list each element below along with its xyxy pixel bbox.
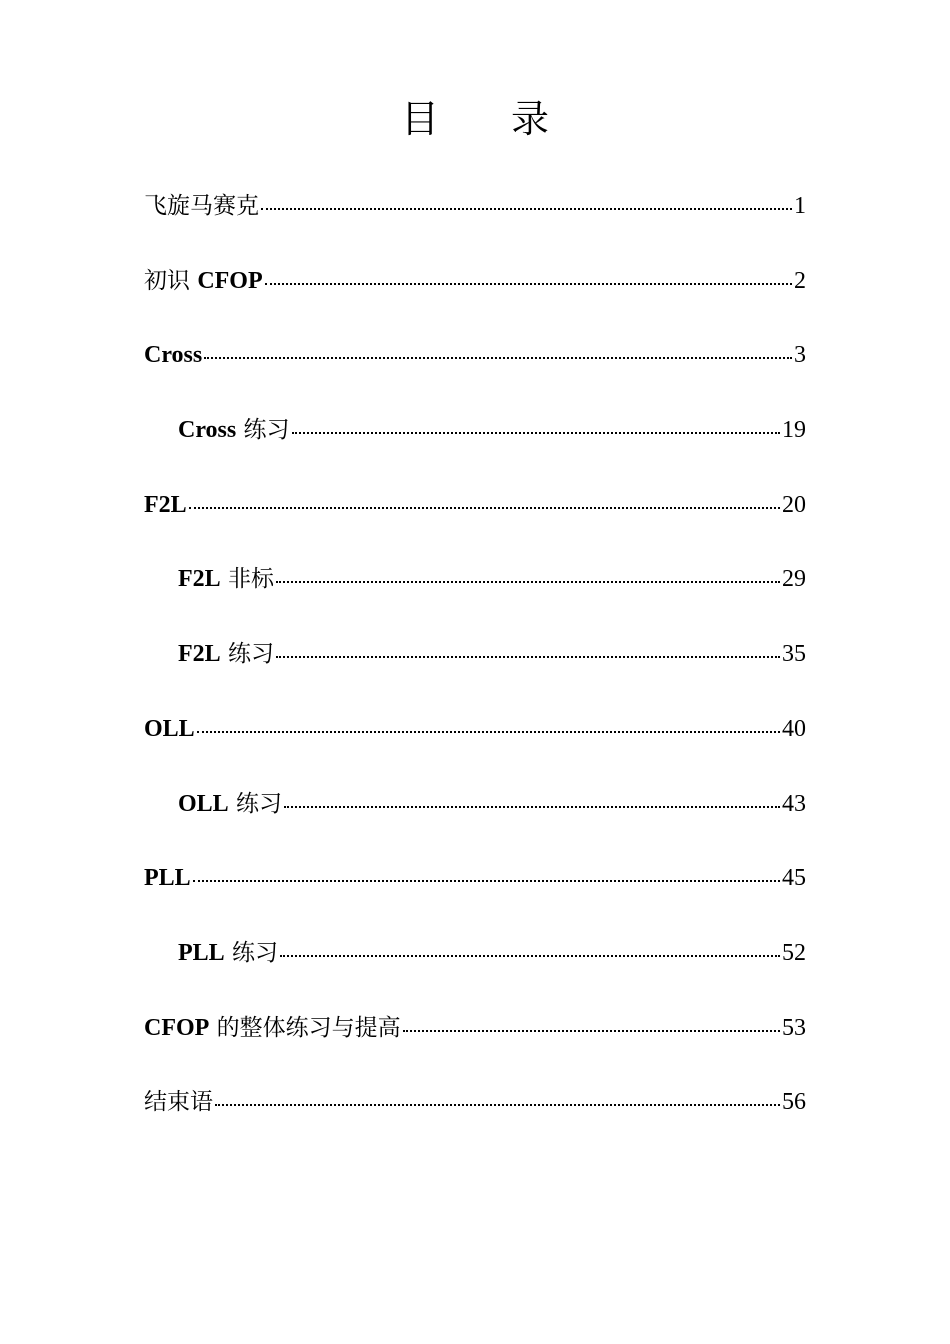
toc-entry-page-number: 52 bbox=[782, 939, 806, 966]
toc-entry[interactable] bbox=[144, 335, 806, 410]
toc-title: 目 录 bbox=[400, 97, 580, 141]
toc-entry-title-latin: OLL bbox=[144, 715, 195, 742]
toc-entry-title-latin: Cross bbox=[178, 417, 237, 444]
toc-entry-title-cjk: 的整体练习与提高 bbox=[209, 1014, 401, 1041]
toc-entry-title bbox=[144, 186, 259, 226]
toc-dot-leader bbox=[292, 413, 780, 437]
toc-entry-title bbox=[144, 709, 195, 749]
toc-entry[interactable] bbox=[144, 559, 806, 634]
toc-entry-title bbox=[178, 634, 274, 674]
toc-entry[interactable] bbox=[144, 858, 806, 933]
toc-dot-leader bbox=[276, 562, 780, 586]
toc-entry-page-number: 56 bbox=[782, 1089, 806, 1116]
toc-entry[interactable] bbox=[144, 784, 806, 859]
toc-entry-page-number: 20 bbox=[782, 491, 806, 518]
toc-entry-title bbox=[144, 1008, 401, 1048]
toc-entry-page-number: 43 bbox=[782, 790, 806, 817]
toc-entry-page-number: 19 bbox=[782, 417, 806, 444]
toc-entry-title-cjk: 练习 bbox=[224, 939, 278, 966]
toc-dot-leader bbox=[197, 712, 780, 736]
toc-dot-leader bbox=[189, 488, 780, 512]
toc-entry-title bbox=[178, 784, 282, 824]
toc-entry-title bbox=[144, 485, 187, 525]
toc-dot-leader bbox=[215, 1085, 780, 1109]
toc-entry-page-number: 45 bbox=[782, 865, 806, 892]
toc-entry-title-cjk: 练习 bbox=[220, 641, 274, 668]
toc-entry-title-latin: CFOP bbox=[144, 1014, 210, 1041]
toc-entry-title-latin: PLL bbox=[144, 865, 191, 892]
toc-entry-title-cjk: 结束语 bbox=[144, 1089, 213, 1116]
toc-entry[interactable] bbox=[144, 634, 806, 709]
toc-list bbox=[144, 186, 806, 1157]
toc-entry-page-number: 35 bbox=[782, 641, 806, 668]
toc-entry-page-number: 2 bbox=[794, 267, 806, 294]
toc-entry-title-cjk: 非标 bbox=[220, 566, 274, 593]
toc-entry-title bbox=[144, 261, 263, 301]
toc-entry-title-latin: F2L bbox=[178, 566, 221, 593]
toc-entry-page-number: 3 bbox=[794, 342, 806, 369]
toc-entry-page-number: 1 bbox=[794, 193, 806, 219]
toc-entry-title bbox=[178, 559, 274, 599]
toc-entry-title-cjk: 飞旋马赛克 bbox=[144, 193, 259, 219]
toc-entry-title bbox=[144, 1082, 213, 1122]
toc-entry-page-number: 40 bbox=[782, 715, 806, 742]
toc-entry-title-latin: Cross bbox=[144, 342, 203, 369]
toc-dot-leader bbox=[276, 637, 780, 661]
toc-entry-title-cjk: 练习 bbox=[228, 790, 282, 817]
toc-entry[interactable] bbox=[144, 709, 806, 784]
toc-entry-title bbox=[178, 933, 278, 973]
toc-entry-title-latin: F2L bbox=[144, 491, 187, 518]
toc-entry[interactable] bbox=[144, 1082, 806, 1157]
toc-dot-leader bbox=[265, 264, 792, 288]
toc-entry[interactable] bbox=[144, 1008, 806, 1083]
toc-entry-title bbox=[144, 335, 202, 375]
toc-entry-title-cjk: 初识 bbox=[144, 267, 198, 294]
toc-entry[interactable] bbox=[144, 261, 806, 336]
toc-dot-leader bbox=[204, 338, 792, 362]
toc-dot-leader bbox=[193, 861, 780, 885]
toc-dot-leader bbox=[280, 936, 780, 960]
toc-entry-title-cjk: 练习 bbox=[236, 417, 290, 444]
toc-dot-leader bbox=[403, 1011, 780, 1035]
toc-dot-leader bbox=[284, 787, 780, 811]
toc-entry-title-latin: CFOP bbox=[197, 267, 263, 294]
toc-entry-page-number: 29 bbox=[782, 566, 806, 593]
toc-entry-title-latin: F2L bbox=[178, 641, 221, 668]
toc-entry[interactable] bbox=[144, 410, 806, 485]
toc-entry[interactable] bbox=[144, 933, 806, 1008]
toc-entry-title bbox=[144, 858, 191, 898]
toc-entry-title-latin: PLL bbox=[178, 939, 225, 966]
toc-dot-leader bbox=[261, 189, 792, 213]
toc-entry[interactable] bbox=[144, 485, 806, 560]
toc-entry-title-latin: OLL bbox=[178, 790, 229, 817]
toc-entry-title bbox=[178, 410, 290, 450]
toc-entry[interactable] bbox=[144, 186, 806, 261]
toc-entry-page-number: 53 bbox=[782, 1014, 806, 1041]
